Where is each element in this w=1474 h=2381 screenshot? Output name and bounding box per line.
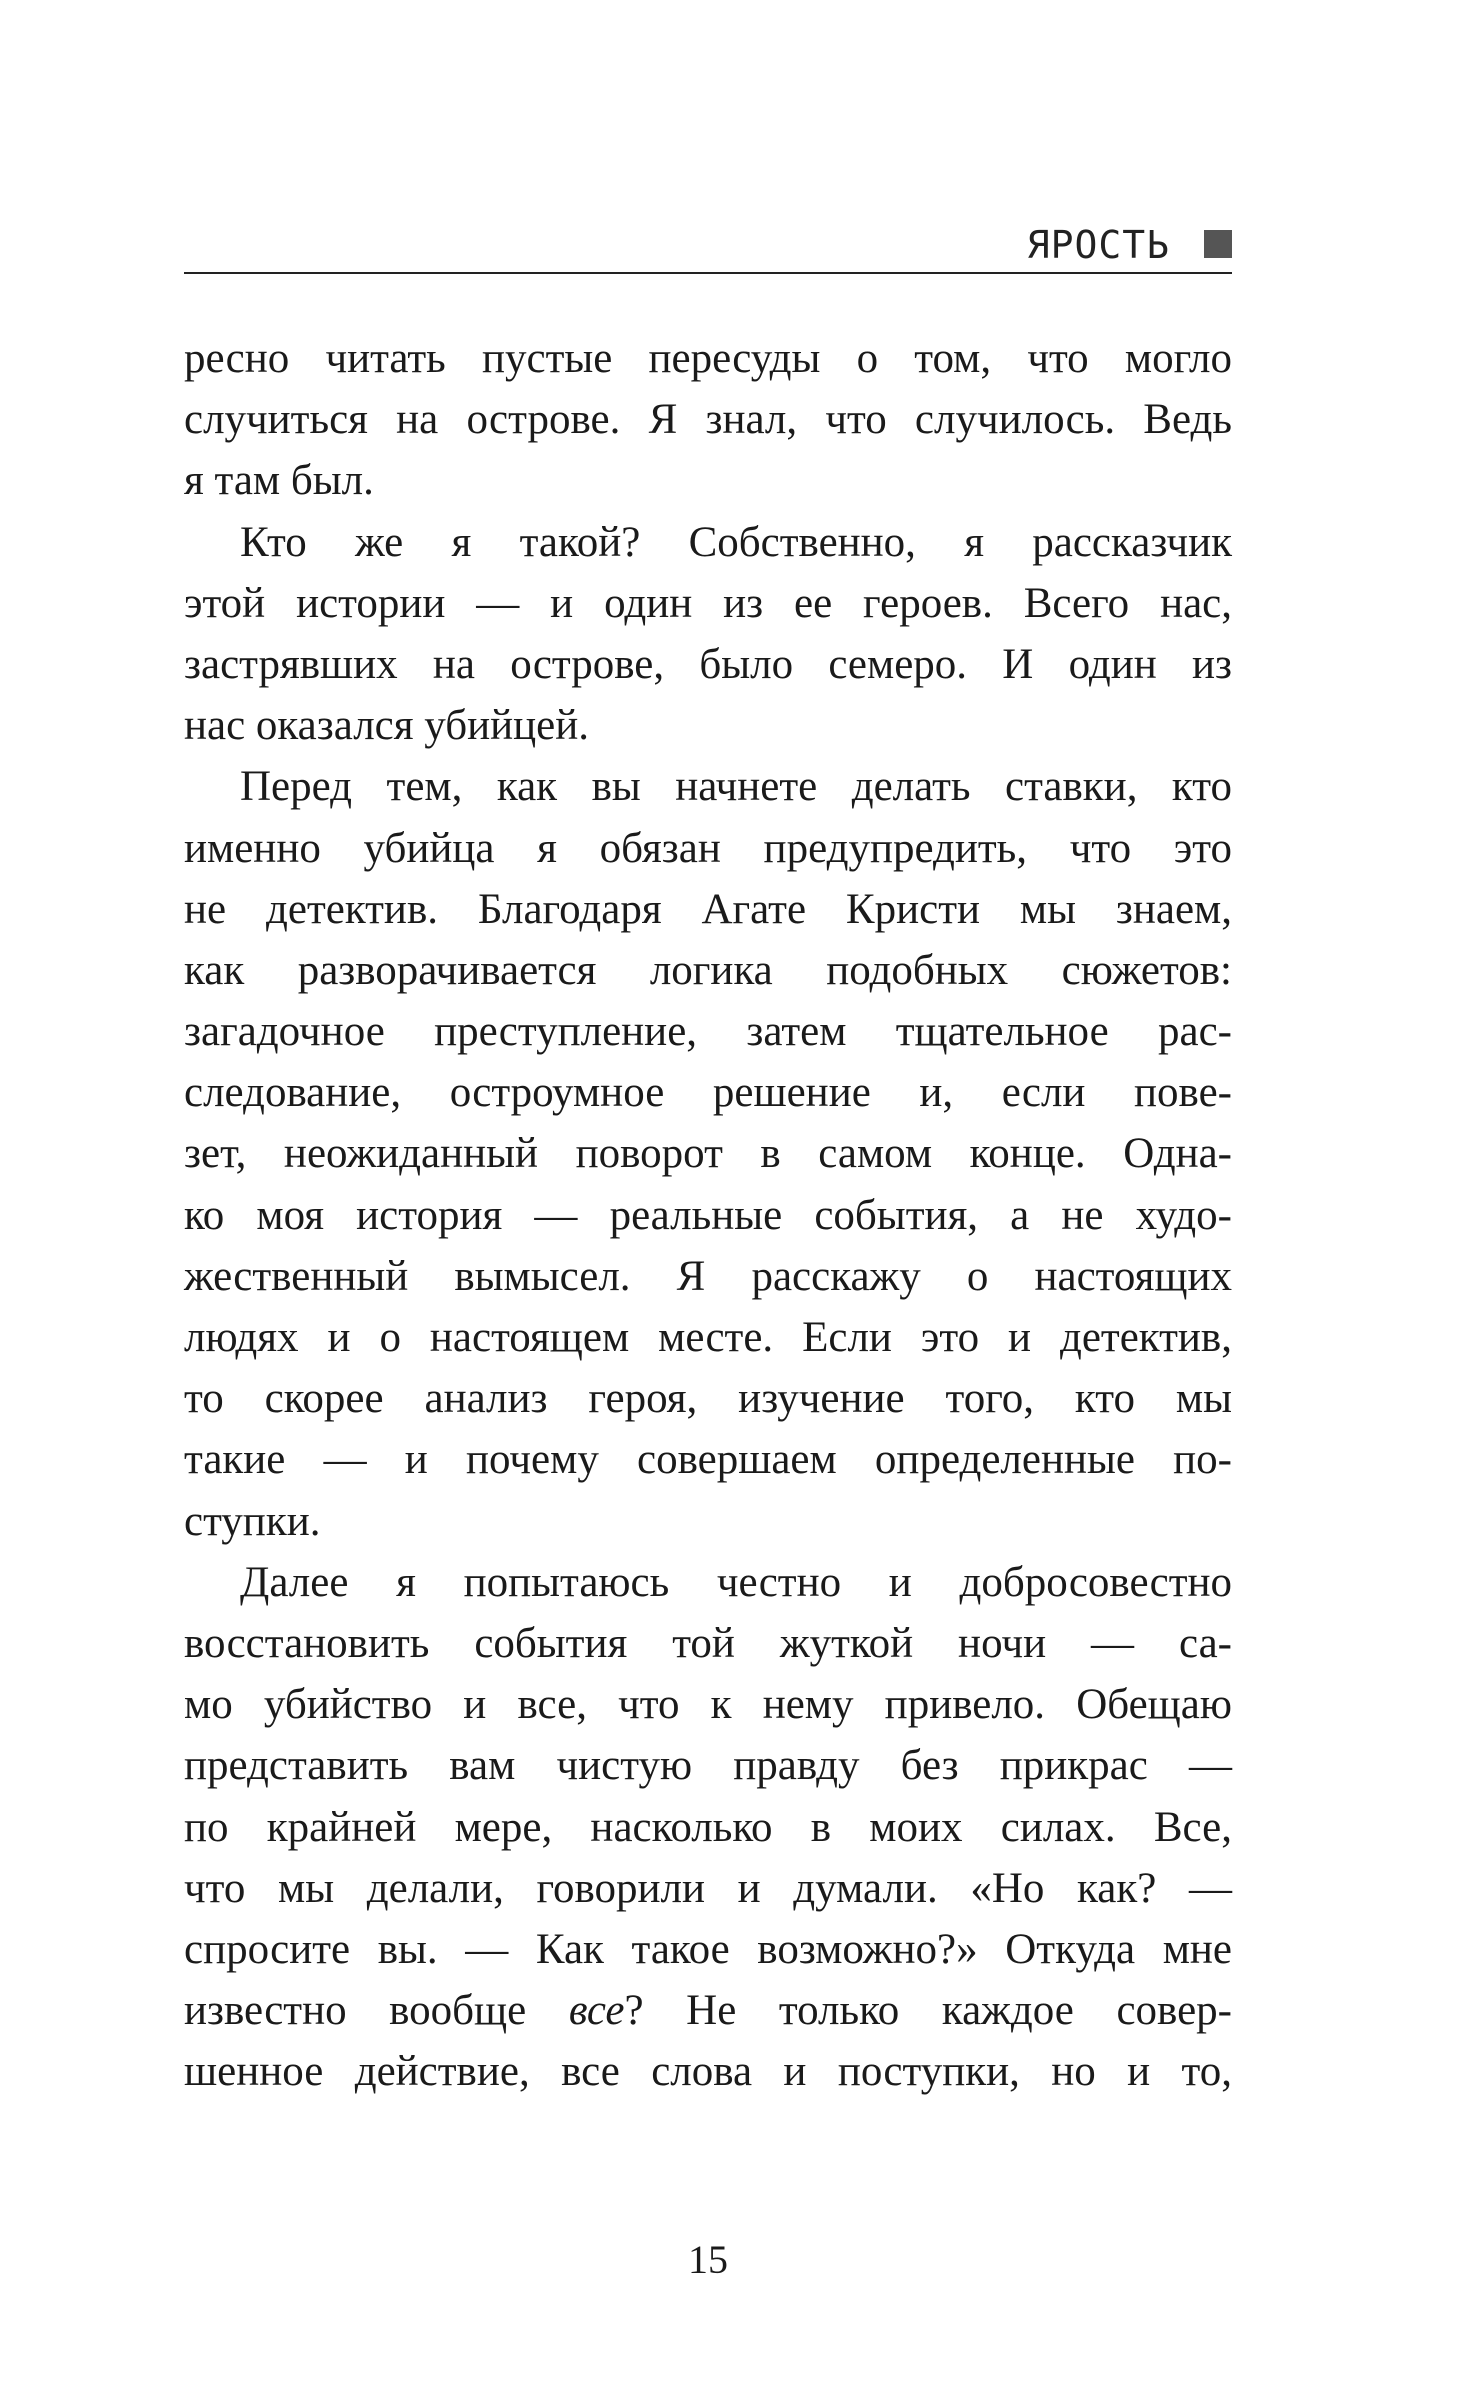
text-line: как разворачивается логика подобных сюжетов:: [184, 946, 1232, 994]
text-line: по крайней мере, насколько в моих силах. Все,: [184, 1803, 1232, 1851]
text-line: застрявших на острове, было семеро. И один из: [184, 640, 1232, 688]
text-line: мо убийство и все, что к нему привело. Обещаю: [184, 1681, 1232, 1729]
text-line: что мы делали, говорили и думали. «Но как? —: [184, 1864, 1232, 1912]
text-line: ступки.: [184, 1497, 321, 1545]
text-fragment: ? Не только каждое совер-: [624, 1987, 1232, 2035]
text-line: именно убийца я обязан предупредить, что это: [184, 824, 1232, 872]
text-line: Кто же я такой? Собственно, я рассказчик: [240, 518, 1232, 566]
page-number: 15: [688, 2237, 728, 2282]
text-line: спросите вы. — Как такое возможно?» Откуда мне: [184, 1925, 1232, 1973]
text-line: не детектив. Благодаря Агате Кристи мы знаем,: [184, 885, 1232, 933]
text-line: то скорее анализ героя, изучение того, кто мы: [184, 1375, 1232, 1423]
body-text: [184, 328, 1232, 2102]
text-line: я там был.: [184, 457, 374, 505]
running-header-title: ЯРОСТЬ: [1026, 223, 1170, 267]
text-line: [184, 1980, 1232, 2041]
book-page: [184, 0, 1232, 2381]
running-header: [184, 220, 1232, 274]
text-fragment: известно вообще: [184, 1987, 569, 2035]
text-line: шенное действие, все слова и поступки, но и то,: [184, 2048, 1232, 2096]
text-line: нас оказался убийцей.: [184, 702, 589, 750]
text-line: загадочное преступление, затем тщательное рас-: [184, 1008, 1232, 1056]
text-line: Перед тем, как вы начнете делать ставки, кто: [240, 763, 1232, 811]
text-line: ресно читать пустые пересуды о том, что могло: [184, 335, 1232, 382]
text-line: случиться на острове. Я знал, что случилось. Ведь: [184, 396, 1232, 444]
text-line: следование, остроумное решение и, если пове-: [184, 1069, 1232, 1117]
text-line: ко моя история — реальные события, а не худо-: [184, 1191, 1232, 1239]
text-line: зет, неожиданный поворот в самом конце. Одна-: [184, 1130, 1232, 1178]
italic-emphasis: все: [568, 1987, 625, 2035]
text-line: такие — и почему совершаем определенные по-: [184, 1436, 1232, 1484]
text-line: жественный вымысел. Я расскажу о настоящих: [184, 1252, 1232, 1300]
text-line: людях и о настоящем месте. Если это и детектив,: [184, 1314, 1232, 1361]
text-line: восстановить события той жуткой ночи — са-: [184, 1619, 1232, 1667]
text-line: этой истории — и один из ее героев. Всего нас,: [184, 579, 1232, 627]
text-line: представить вам чистую правду без прикрас —: [184, 1742, 1232, 1790]
text-line: Далее я попытаюсь честно и добросовестно: [240, 1558, 1232, 1606]
header-square-ornament: [1204, 230, 1232, 258]
